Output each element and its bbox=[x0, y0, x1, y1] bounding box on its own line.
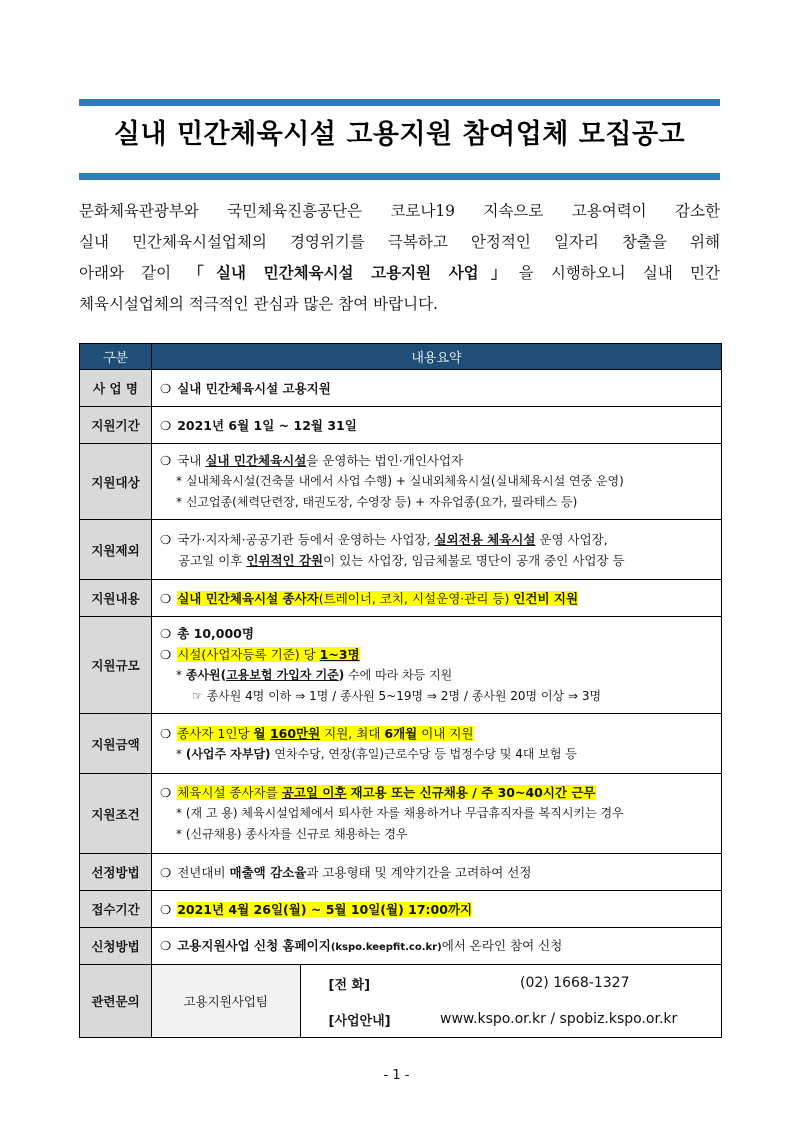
text: * bbox=[176, 668, 186, 682]
intro-line: 실내 민간체육시설업체의 경영위기를 극복하고 안정적인 일자리 창출을 위해 bbox=[79, 233, 720, 251]
title-bottom-rule bbox=[79, 173, 720, 180]
bullet-icon: ❍ bbox=[160, 725, 172, 741]
row-label-target: 지원대상 bbox=[80, 444, 152, 520]
bullet-icon: ❍ bbox=[160, 864, 172, 880]
note-line: * (신규채용) 종사자를 신규로 채용하는 경우 bbox=[176, 827, 408, 841]
row-content-contact bbox=[152, 965, 722, 1038]
text: 과 고용형태 및 계약기간을 고려하여 선정 bbox=[306, 864, 532, 880]
site-url[interactable]: www.kspo.or.kr / spobiz.kspo.or.kr bbox=[440, 1011, 678, 1027]
text-emphasis: 160만원 bbox=[269, 725, 321, 741]
row-content-period bbox=[152, 407, 722, 444]
text: 국내 bbox=[177, 453, 206, 468]
text: 연차수당, 연장(휴일)근로수당 등 법정수당 및 4대 보험 등 bbox=[270, 746, 577, 761]
page-title: 실내 민간체육시설 고용지원 참여업체 모집공고 bbox=[113, 119, 686, 150]
header-summary: 내용요약 bbox=[152, 344, 722, 370]
row-label-reception: 접수기간 bbox=[80, 891, 152, 928]
period-text: 2021년 6월 1일 ~ 12월 31일 bbox=[177, 417, 357, 433]
text: 운영 사업장, bbox=[535, 531, 608, 547]
table-row bbox=[80, 444, 722, 520]
bullet-icon: ❍ bbox=[160, 626, 172, 641]
row-content-reception bbox=[152, 891, 722, 928]
text-emphasis: 재고용 또는 신규채용 / 주 30~40시간 근무 bbox=[350, 785, 596, 800]
note-line: * 실내체육시설(건축물 내에서 사업 수행) + 실내외체육시설(실내체육시설 연중 운영) bbox=[176, 474, 624, 488]
table-row bbox=[80, 617, 722, 714]
phone-label: [전 화] bbox=[328, 977, 371, 993]
title-top-rule bbox=[79, 99, 720, 106]
row-content-condition bbox=[152, 774, 722, 854]
intro-text: 을 시행하오니 실내 민간 bbox=[518, 264, 721, 282]
reception-period: 2021년 4월 26일(월) ~ 5월 10일(월) 17:00까지 bbox=[177, 901, 473, 917]
bullet-icon: ❍ bbox=[160, 380, 172, 396]
row-label-amount: 지원금액 bbox=[80, 714, 152, 774]
text-emphasis: 1~3명 bbox=[319, 647, 360, 662]
text: 지원, 최대 bbox=[320, 725, 385, 741]
homepage-url: (kspo.keepfit.co.kr) bbox=[330, 941, 442, 953]
row-content-exclude bbox=[152, 520, 722, 580]
note-line: * (재 고 용) 체육시설업체에서 퇴사한 자를 채용하거나 무급휴직자를 복직시키는 경우 bbox=[176, 806, 624, 820]
intro-line bbox=[79, 258, 720, 289]
text-emphasis: 6개월 bbox=[384, 725, 418, 741]
intro-paragraph bbox=[79, 196, 720, 320]
text-emphasis: 종사원( bbox=[185, 668, 227, 682]
row-label-business: 사 업 명 bbox=[80, 370, 152, 407]
table-row bbox=[80, 580, 722, 617]
table-row bbox=[80, 774, 722, 854]
text-emphasis: 실외전용 체육시설 bbox=[434, 531, 536, 547]
table-header-row bbox=[80, 344, 722, 370]
text-emphasis: 고용지원사업 신청 홈페이지 bbox=[177, 937, 331, 953]
table-row bbox=[80, 520, 722, 580]
text: (트레이너, 코치, 시설운영·관리 등) bbox=[318, 590, 514, 606]
text: 국가·지자체·공공기관 등에서 운영하는 사업장, bbox=[177, 531, 435, 547]
table-row bbox=[80, 854, 722, 891]
text: 전년대비 bbox=[177, 864, 230, 880]
text-emphasis: 총 10,000명 bbox=[177, 626, 254, 641]
text-emphasis: 인위적인 감원 bbox=[246, 552, 324, 568]
row-content-amount bbox=[152, 714, 722, 774]
text: 종사자 1인당 bbox=[177, 725, 254, 741]
note-line: ☞ 종사원 4명 이하 ⇒ 1명 / 종사원 5~19명 ⇒ 2명 / 종사원 20명 이상 ⇒ 3명 bbox=[192, 689, 602, 703]
row-content-content bbox=[152, 580, 722, 617]
row-label-period: 지원기간 bbox=[80, 407, 152, 444]
text-emphasis: ) bbox=[338, 668, 345, 682]
bullet-icon: ❍ bbox=[160, 901, 172, 917]
text: 시설(사업자등록 기준) 당 bbox=[177, 647, 320, 662]
table-row bbox=[80, 891, 722, 928]
row-label-contact: 관련문의 bbox=[80, 965, 152, 1038]
row-content-apply bbox=[152, 928, 722, 965]
text: 에서 온라인 참여 신청 bbox=[441, 937, 563, 953]
bullet-icon: ❍ bbox=[160, 590, 172, 606]
note-line: * 신고업종(체력단련장, 태권도장, 수영장 등) + 자유업종(요가, 필라테스 등) bbox=[176, 495, 578, 509]
row-label-content: 지원내용 bbox=[80, 580, 152, 617]
text-emphasis: 실내 민간체육시설 종사자 bbox=[177, 590, 319, 606]
phone-number: (02) 1668-1327 bbox=[520, 975, 630, 991]
table-row bbox=[80, 370, 722, 407]
text: 공고일 이후 bbox=[178, 552, 247, 568]
row-label-selection: 선정방법 bbox=[80, 854, 152, 891]
header-category: 구분 bbox=[80, 344, 152, 370]
text: 체육시설 종사자를 bbox=[177, 785, 282, 800]
text-emphasis: 월 bbox=[253, 725, 270, 741]
bullet-icon: ❍ bbox=[160, 531, 172, 547]
text: * bbox=[176, 746, 186, 761]
program-name-highlight: 「실내 민간체육시설 고용지원 사업」 bbox=[188, 264, 519, 282]
text-emphasis: 고용보험 가입자 기준 bbox=[226, 668, 339, 682]
intro-text: 아래와 같이 bbox=[79, 264, 189, 282]
row-label-apply: 신청방법 bbox=[80, 928, 152, 965]
site-label: [사업안내] bbox=[328, 1013, 391, 1029]
row-label-exclude: 지원제외 bbox=[80, 520, 152, 580]
business-name: 실내 민간체육시설 고용지원 bbox=[177, 380, 331, 396]
intro-line: 체육시설업체의 적극적인 관심과 많은 참여 바랍니다. bbox=[79, 295, 438, 313]
bullet-icon: ❍ bbox=[160, 647, 172, 662]
bullet-icon: ❍ bbox=[160, 785, 172, 800]
bullet-icon: ❍ bbox=[160, 937, 172, 953]
contact-table bbox=[152, 965, 721, 1037]
bullet-icon: ❍ bbox=[160, 417, 172, 433]
table-row bbox=[80, 965, 722, 1038]
text: 이내 지원 bbox=[417, 725, 474, 741]
text: 을 운영하는 법인·개인사업자 bbox=[306, 453, 464, 468]
bullet-icon: ❍ bbox=[160, 453, 172, 468]
text-emphasis: 실내 민간체육시설 bbox=[205, 453, 307, 468]
text: 수에 따라 차등 지원 bbox=[344, 668, 453, 682]
summary-table bbox=[79, 343, 722, 1038]
page-number: - 1 - bbox=[383, 1068, 410, 1083]
row-content-selection bbox=[152, 854, 722, 891]
row-content-business bbox=[152, 370, 722, 407]
table-row bbox=[80, 928, 722, 965]
table-row bbox=[80, 714, 722, 774]
text-emphasis: 인건비 지원 bbox=[513, 590, 579, 606]
row-content-target bbox=[152, 444, 722, 520]
contact-team: 고용지원사업팀 bbox=[152, 965, 300, 1037]
text-emphasis: (사업주 자부담) bbox=[185, 746, 271, 761]
row-content-scale bbox=[152, 617, 722, 714]
table-row bbox=[80, 407, 722, 444]
row-label-scale: 지원규모 bbox=[80, 617, 152, 714]
text-emphasis: 매출액 감소율 bbox=[229, 864, 307, 880]
intro-line: 문화체육관광부와 국민체육진흥공단은 코로나19 지속으로 고용여력이 감소한 bbox=[79, 202, 720, 220]
row-label-condition: 지원조건 bbox=[80, 774, 152, 854]
text-emphasis: 공고일 이후 bbox=[281, 785, 347, 800]
text: 이 있는 사업장, 임금체불로 명단이 공개 중인 사업장 등 bbox=[323, 552, 625, 568]
